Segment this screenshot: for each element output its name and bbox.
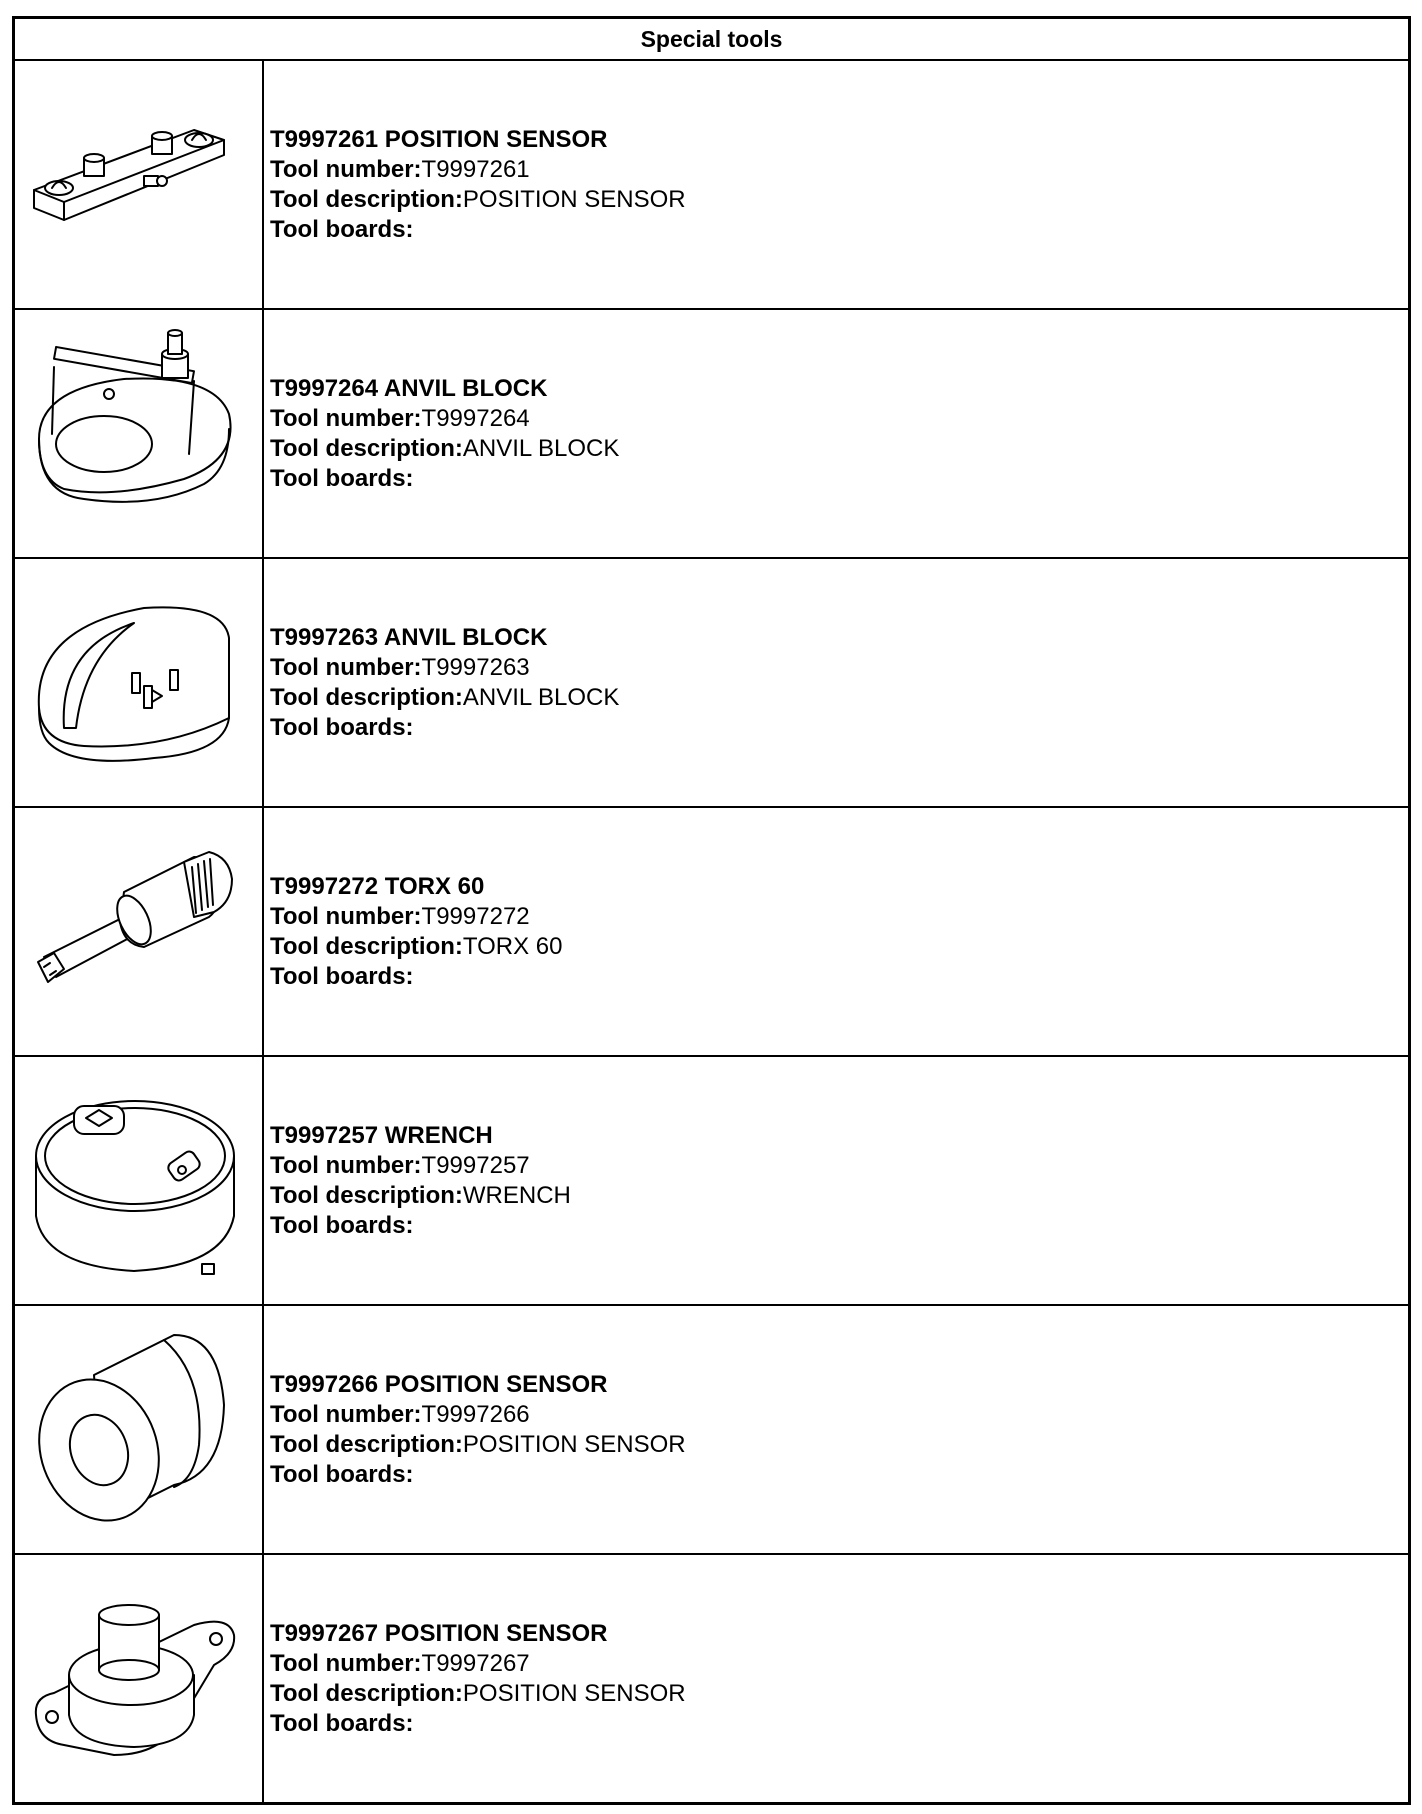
special-tools-table bbox=[12, 16, 1411, 1805]
tool-info bbox=[264, 310, 619, 557]
tool-row bbox=[15, 1057, 1408, 1306]
tool-description-label: Tool description: bbox=[270, 1182, 463, 1209]
tool-description-value: ANVIL BLOCK bbox=[462, 435, 620, 462]
tool-image-cell bbox=[15, 559, 264, 806]
tool-boards-label: Tool boards: bbox=[270, 714, 414, 741]
tool-description-line bbox=[270, 1430, 686, 1460]
tool-number-value: T9997257 bbox=[421, 1152, 530, 1179]
tool-description-value: POSITION SENSOR bbox=[462, 1431, 686, 1458]
torx-bit-socket-icon bbox=[24, 817, 254, 1047]
tool-boards-label: Tool boards: bbox=[270, 963, 414, 990]
tool-boards-label: Tool boards: bbox=[270, 1710, 414, 1737]
tool-row bbox=[15, 310, 1408, 559]
tool-description-line bbox=[270, 434, 619, 464]
tool-description-label: Tool description: bbox=[270, 684, 463, 711]
tool-number-value: T9997266 bbox=[421, 1401, 530, 1428]
position-sensor-cylinder-icon bbox=[24, 1315, 254, 1545]
tool-heading: T9997261 POSITION SENSOR bbox=[270, 126, 608, 153]
tool-boards-line bbox=[270, 1211, 571, 1241]
tool-number-label: Tool number: bbox=[270, 1401, 422, 1428]
tool-info bbox=[264, 559, 619, 806]
tool-description-label: Tool description: bbox=[270, 435, 463, 462]
tool-number-value: T9997261 bbox=[421, 156, 530, 183]
tool-number-label: Tool number: bbox=[270, 156, 422, 183]
tool-image-cell bbox=[15, 808, 264, 1055]
tool-boards-label: Tool boards: bbox=[270, 216, 414, 243]
position-sensor-bracket-icon bbox=[24, 70, 254, 300]
tool-heading: T9997266 POSITION SENSOR bbox=[270, 1371, 608, 1398]
tool-heading: T9997267 POSITION SENSOR bbox=[270, 1620, 608, 1647]
tool-description-value: TORX 60 bbox=[462, 933, 563, 960]
tool-heading: T9997257 WRENCH bbox=[270, 1122, 493, 1149]
tool-number-label: Tool number: bbox=[270, 654, 422, 681]
tool-number-line bbox=[270, 653, 619, 683]
tool-description-value: POSITION SENSOR bbox=[462, 186, 686, 213]
tool-number-label: Tool number: bbox=[270, 1650, 422, 1677]
table-header bbox=[15, 19, 1408, 61]
tool-number-line bbox=[270, 1400, 686, 1430]
tool-row bbox=[15, 1555, 1408, 1804]
tool-image-cell bbox=[15, 310, 264, 557]
tool-number-line bbox=[270, 404, 619, 434]
tool-description-value: ANVIL BLOCK bbox=[462, 684, 620, 711]
tool-number-value: T9997264 bbox=[421, 405, 530, 432]
tool-boards-line bbox=[270, 1709, 686, 1739]
tool-boards-line bbox=[270, 962, 563, 992]
tool-boards-line bbox=[270, 1460, 686, 1490]
tool-image-cell bbox=[15, 1555, 264, 1804]
anvil-block-clamp-icon bbox=[24, 319, 254, 549]
tool-number-line bbox=[270, 1649, 686, 1679]
tool-boards-label: Tool boards: bbox=[270, 1461, 414, 1488]
tool-description-line bbox=[270, 185, 686, 215]
table-title: Special tools bbox=[640, 25, 783, 52]
tool-info bbox=[264, 808, 563, 1055]
tool-boards-line bbox=[270, 464, 619, 494]
tool-image-cell bbox=[15, 61, 264, 308]
tool-description-label: Tool description: bbox=[270, 1680, 463, 1707]
tool-description-label: Tool description: bbox=[270, 186, 463, 213]
tool-description-label: Tool description: bbox=[270, 933, 463, 960]
tool-description-line bbox=[270, 1181, 571, 1211]
tool-row bbox=[15, 559, 1408, 808]
tool-description-value: POSITION SENSOR bbox=[462, 1680, 686, 1707]
tool-number-value: T9997263 bbox=[421, 654, 530, 681]
tool-boards-line bbox=[270, 713, 619, 743]
tool-boards-line bbox=[270, 215, 686, 245]
tool-row bbox=[15, 808, 1408, 1057]
tool-boards-label: Tool boards: bbox=[270, 1212, 414, 1239]
tool-description-value: WRENCH bbox=[462, 1182, 571, 1209]
tool-image-cell bbox=[15, 1306, 264, 1553]
tool-heading: T9997272 TORX 60 bbox=[270, 873, 485, 900]
tool-number-line bbox=[270, 902, 563, 932]
tool-heading: T9997264 ANVIL BLOCK bbox=[270, 375, 548, 402]
position-sensor-flange-icon bbox=[24, 1565, 254, 1795]
tool-description-label: Tool description: bbox=[270, 1431, 463, 1458]
tool-number-line bbox=[270, 155, 686, 185]
tool-info bbox=[264, 1057, 571, 1304]
tool-info bbox=[264, 1306, 686, 1553]
tool-number-label: Tool number: bbox=[270, 903, 422, 930]
tool-number-value: T9997272 bbox=[421, 903, 530, 930]
wrench-icon bbox=[24, 1066, 254, 1296]
tool-description-line bbox=[270, 932, 563, 962]
tool-boards-label: Tool boards: bbox=[270, 465, 414, 492]
tool-heading: T9997263 ANVIL BLOCK bbox=[270, 624, 548, 651]
tool-number-value: T9997267 bbox=[421, 1650, 530, 1677]
tool-image-cell bbox=[15, 1057, 264, 1304]
anvil-block-plate-icon bbox=[24, 568, 254, 798]
tool-info bbox=[264, 61, 686, 308]
tool-number-label: Tool number: bbox=[270, 1152, 422, 1179]
tool-row bbox=[15, 61, 1408, 310]
tool-info bbox=[264, 1555, 686, 1804]
tool-row bbox=[15, 1306, 1408, 1555]
tool-description-line bbox=[270, 1679, 686, 1709]
tool-number-line bbox=[270, 1151, 571, 1181]
tool-description-line bbox=[270, 683, 619, 713]
tool-number-label: Tool number: bbox=[270, 405, 422, 432]
